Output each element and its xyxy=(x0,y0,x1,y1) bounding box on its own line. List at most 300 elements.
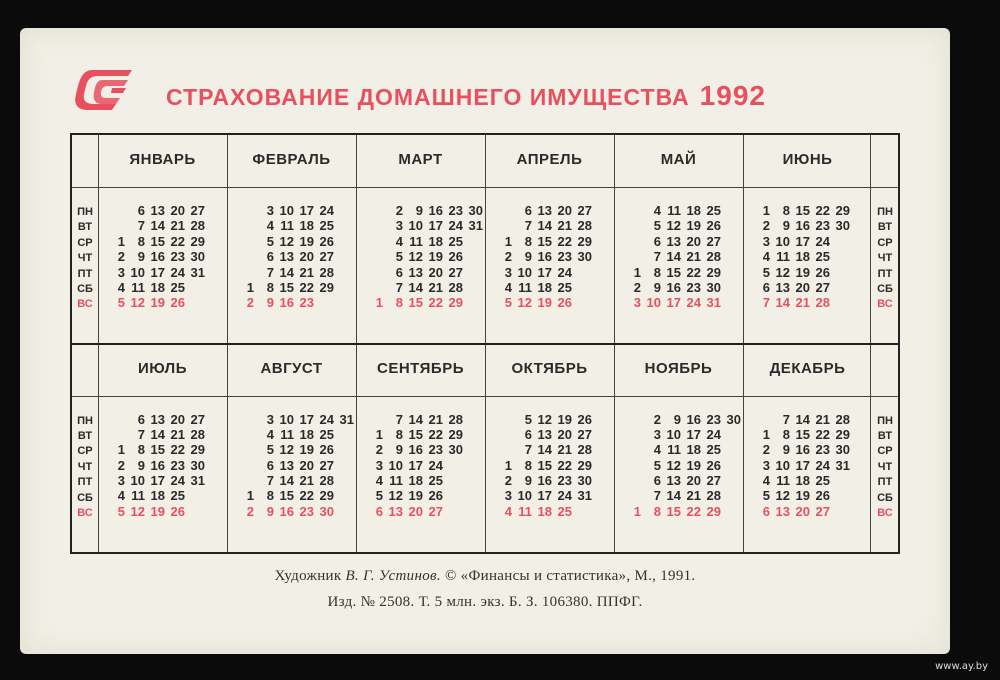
calendar-day: 11 xyxy=(518,503,532,519)
calendar-day: 10 xyxy=(775,233,790,249)
month-name: МАРТ xyxy=(398,151,443,168)
calendar-day: 5 xyxy=(762,264,770,280)
calendar-day: 5 xyxy=(653,457,661,473)
calendar-day: 26 xyxy=(815,264,830,280)
calendar-day: 23 xyxy=(299,295,314,311)
calendar-day: 1 xyxy=(117,442,125,458)
calendar-day: 12 xyxy=(666,218,681,234)
calendar-day: 20 xyxy=(686,473,701,489)
calendar-day: 2 xyxy=(633,279,641,295)
calendar-day: 5 xyxy=(762,488,770,504)
calendar-day: 3 xyxy=(117,473,125,489)
calendar-day: 18 xyxy=(537,503,552,519)
calendar-day: 6 xyxy=(653,233,661,249)
calendar-day: 6 xyxy=(762,503,770,519)
weekday-label: ПТ xyxy=(877,476,893,489)
calendar-day: 29 xyxy=(319,279,334,295)
calendar-day: 22 xyxy=(815,426,830,442)
calendar-day: 16 xyxy=(428,203,443,218)
calendar-day: 1 xyxy=(762,426,770,442)
calendar-day: 16 xyxy=(795,442,810,458)
weekday-label: СР xyxy=(77,236,93,249)
calendar-day: 4 xyxy=(653,203,661,218)
calendar-day: 21 xyxy=(557,218,572,234)
calendar-day: 3 xyxy=(395,218,403,234)
calendar-day: 14 xyxy=(537,442,552,458)
weekday-label: ПТ xyxy=(77,476,93,489)
calendar-day: 23 xyxy=(557,473,572,489)
calendar-day: 3 xyxy=(117,264,125,280)
calendar-day: 3 xyxy=(762,457,770,473)
calendar-day: 23 xyxy=(299,503,314,519)
weekday-label: ВС xyxy=(877,298,893,311)
calendar-day: 19 xyxy=(557,411,572,427)
month-name: ФЕВРАЛЬ xyxy=(252,151,331,168)
calendar-day: 28 xyxy=(815,295,830,311)
calendar-day: 25 xyxy=(319,218,334,234)
calendar-day: 6 xyxy=(395,264,403,280)
calendar-day: 12 xyxy=(130,295,145,311)
calendar-day: 22 xyxy=(299,488,314,504)
calendar-day: 20 xyxy=(795,503,810,519)
calendar-day: 1 xyxy=(375,426,383,442)
month-name: ОКТЯБРЬ xyxy=(511,359,588,377)
calendar-day: 8 xyxy=(137,233,145,249)
calendar-day: 20 xyxy=(299,249,314,265)
calendar-day: 7 xyxy=(137,218,145,234)
weekday-label: СР xyxy=(77,445,93,458)
calendar-day: 2 xyxy=(246,503,254,519)
calendar-day: 29 xyxy=(190,442,205,458)
calendar-day: 14 xyxy=(150,426,165,442)
print-info: Изд. № 2508. Т. 5 млн. экз. Б. З. 106380. ППФГ. xyxy=(327,594,643,610)
calendar-day: 14 xyxy=(537,218,552,234)
calendar-day: 20 xyxy=(299,457,314,473)
calendar-day: 19 xyxy=(537,295,552,311)
calendar-day: 21 xyxy=(299,473,314,489)
calendar-day: 9 xyxy=(782,442,790,458)
calendar-day: 31 xyxy=(706,295,721,311)
calendar-day: 13 xyxy=(537,426,552,442)
weekday-label: ВТ xyxy=(877,221,893,234)
calendar-day: 23 xyxy=(170,457,185,473)
calendar-day: 28 xyxy=(319,264,334,280)
calendar-day: 5 xyxy=(504,295,512,311)
calendar-day: 2 xyxy=(504,473,512,489)
calendar-day: 29 xyxy=(835,426,850,442)
calendar-day: 2 xyxy=(375,442,383,458)
weekday-label: ПН xyxy=(77,206,93,218)
calendar-day: 15 xyxy=(537,457,552,473)
calendar-day: 13 xyxy=(279,249,294,265)
calendar-day: 16 xyxy=(537,249,552,265)
calendar-day: 29 xyxy=(577,233,592,249)
calendar-day: 18 xyxy=(537,279,552,295)
calendar-day: 11 xyxy=(667,203,681,218)
calendar-day: 22 xyxy=(428,426,443,442)
calendar-day: 30 xyxy=(726,411,741,427)
calendar-day: 4 xyxy=(762,473,770,489)
weekday-label: СБ xyxy=(77,283,93,296)
calendar-day: 13 xyxy=(666,473,681,489)
calendar-day: 8 xyxy=(395,426,403,442)
calendar-day: 27 xyxy=(815,279,830,295)
calendar-day: 4 xyxy=(653,442,661,458)
calendar-day: 26 xyxy=(428,488,443,504)
calendar-day: 25 xyxy=(448,233,463,249)
calendar-day: 5 xyxy=(375,488,383,504)
calendar-day: 18 xyxy=(408,473,423,489)
calendar-day: 10 xyxy=(517,488,532,504)
calendar-day: 19 xyxy=(150,295,165,311)
calendar-day: 11 xyxy=(776,473,790,489)
calendar-day: 8 xyxy=(524,457,532,473)
calendar-day: 6 xyxy=(266,457,274,473)
calendar-day: 16 xyxy=(537,473,552,489)
calendar-day: 17 xyxy=(666,295,681,311)
weekday-label: ПН xyxy=(77,414,93,427)
calendar-day: 6 xyxy=(137,203,145,218)
calendar-day: 3 xyxy=(375,457,383,473)
calendar-day: 11 xyxy=(280,218,294,234)
weekday-labels-right-bottom xyxy=(872,414,898,522)
calendar-day: 9 xyxy=(524,473,532,489)
weekday-label: ЧТ xyxy=(77,252,93,265)
calendar-day: 17 xyxy=(408,457,423,473)
calendar-day: 26 xyxy=(557,295,572,311)
calendar-day: 26 xyxy=(319,442,334,458)
calendar-day: 12 xyxy=(517,295,532,311)
calendar-day: 9 xyxy=(673,411,681,427)
calendar-day: 5 xyxy=(395,249,403,265)
calendar-day: 12 xyxy=(408,249,423,265)
calendar-day: 27 xyxy=(190,203,205,218)
calendar-day: 10 xyxy=(130,264,145,280)
weekday-label: СБ xyxy=(877,491,893,504)
calendar-day: 26 xyxy=(170,503,185,519)
calendar-day: 17 xyxy=(299,411,314,427)
calendar-day: 1 xyxy=(633,264,641,280)
calendar-day: 24 xyxy=(319,203,334,218)
calendar-day: 20 xyxy=(170,203,185,218)
calendar-day: 2 xyxy=(762,442,770,458)
calendar-day: 6 xyxy=(524,203,532,218)
calendar-day: 31 xyxy=(835,457,850,473)
month-name: ИЮЛЬ xyxy=(138,359,187,377)
month-name: МАЙ xyxy=(660,151,697,168)
calendar-day: 28 xyxy=(706,249,721,265)
calendar-day: 16 xyxy=(279,295,294,311)
calendar-day: 20 xyxy=(557,426,572,442)
calendar-day: 28 xyxy=(577,442,592,458)
calendar-day: 15 xyxy=(408,295,423,311)
calendar-day: 28 xyxy=(706,488,721,504)
title-year: 1992 xyxy=(699,80,766,111)
calendar-day: 25 xyxy=(557,503,572,519)
calendar-day: 1 xyxy=(117,233,125,249)
calendar-day: 13 xyxy=(150,411,165,427)
calendar-day: 8 xyxy=(266,488,274,504)
calendar-day: 9 xyxy=(137,249,145,265)
calendar-day: 30 xyxy=(577,473,592,489)
calendar-day: 16 xyxy=(666,279,681,295)
calendar-day: 1 xyxy=(246,279,254,295)
calendar-day: 2 xyxy=(762,218,770,234)
calendar-day: 6 xyxy=(653,473,661,489)
calendar-day: 27 xyxy=(319,249,334,265)
calendar-day: 10 xyxy=(279,203,294,218)
calendar-day: 24 xyxy=(170,473,185,489)
weekday-label: СБ xyxy=(877,283,893,296)
calendar-day: 6 xyxy=(375,503,383,519)
calendar-day: 26 xyxy=(448,249,463,265)
calendar-day: 24 xyxy=(319,411,334,427)
calendar-day: 11 xyxy=(518,279,532,295)
calendar-day: 23 xyxy=(428,442,443,458)
calendar-day: 3 xyxy=(266,203,274,218)
calendar-day: 24 xyxy=(170,264,185,280)
calendar-day: 12 xyxy=(279,442,294,458)
calendar-day: 9 xyxy=(782,218,790,234)
calendar-day: 9 xyxy=(395,442,403,458)
watermark: www.ay.by xyxy=(935,661,988,672)
calendar-day: 19 xyxy=(299,233,314,249)
calendar-day: 17 xyxy=(150,473,165,489)
calendar-day: 7 xyxy=(653,249,661,265)
calendar-day: 3 xyxy=(266,411,274,427)
calendar-day: 20 xyxy=(408,503,423,519)
calendar-day: 14 xyxy=(408,279,423,295)
calendar-day: 25 xyxy=(815,473,830,489)
calendar-day: 25 xyxy=(706,203,721,218)
artist-name: В. Г. Устинов. xyxy=(345,568,441,584)
calendar-day: 14 xyxy=(666,488,681,504)
calendar-day: 19 xyxy=(150,503,165,519)
publisher-info: © «Финансы и статистика», М., 1991. xyxy=(444,568,696,584)
calendar-day: 24 xyxy=(815,457,830,473)
calendar-day: 5 xyxy=(266,233,274,249)
calendar-day: 24 xyxy=(428,457,443,473)
calendar-day: 22 xyxy=(815,203,830,218)
calendar-day: 17 xyxy=(150,264,165,280)
month-name: СЕНТЯБРЬ xyxy=(377,359,464,377)
weekday-label: ВС xyxy=(77,298,93,311)
calendar-day: 1 xyxy=(633,503,641,519)
calendar-day: 9 xyxy=(266,295,274,311)
calendar-day: 7 xyxy=(524,218,532,234)
calendar-day: 13 xyxy=(666,233,681,249)
calendar-day: 19 xyxy=(408,488,423,504)
calendar-day: 13 xyxy=(537,203,552,218)
calendar-day: 14 xyxy=(279,473,294,489)
weekday-labels-left-top xyxy=(72,205,98,313)
calendar-day: 18 xyxy=(150,279,165,295)
calendar-day: 30 xyxy=(190,249,205,265)
calendar-day: 23 xyxy=(170,249,185,265)
calendar-day: 4 xyxy=(504,279,512,295)
calendar-day: 27 xyxy=(815,503,830,519)
calendar-day: 25 xyxy=(170,488,185,504)
calendar-day: 7 xyxy=(266,473,274,489)
calendar-day: 21 xyxy=(299,264,314,280)
page-title xyxy=(166,80,766,112)
calendar-day: 22 xyxy=(686,503,701,519)
calendar-day: 27 xyxy=(577,426,592,442)
calendar-day: 26 xyxy=(319,233,334,249)
calendar-day: 13 xyxy=(775,503,790,519)
calendar-day: 27 xyxy=(319,457,334,473)
calendar-day: 18 xyxy=(150,488,165,504)
calendar-grid xyxy=(70,133,900,554)
calendar-day: 9 xyxy=(415,203,423,218)
calendar-day: 8 xyxy=(782,203,790,218)
calendar-day: 12 xyxy=(537,411,552,427)
calendar-day: 7 xyxy=(524,442,532,458)
calendar-day: 28 xyxy=(319,473,334,489)
calendar-day: 21 xyxy=(170,218,185,234)
calendar-day: 7 xyxy=(782,411,790,427)
calendar-day: 15 xyxy=(666,264,681,280)
calendar-day: 31 xyxy=(577,488,592,504)
calendar-day: 6 xyxy=(266,249,274,265)
calendar-day: 9 xyxy=(653,279,661,295)
calendar-day: 30 xyxy=(706,279,721,295)
calendar-day: 22 xyxy=(299,279,314,295)
calendar-day: 25 xyxy=(706,442,721,458)
weekday-labels-left-bottom xyxy=(72,414,98,522)
calendar-day: 23 xyxy=(686,279,701,295)
calendar-day: 29 xyxy=(706,503,721,519)
calendar-day: 17 xyxy=(686,426,701,442)
calendar-day: 29 xyxy=(706,264,721,280)
month-name: АПРЕЛЬ xyxy=(516,151,583,168)
calendar-day: 27 xyxy=(448,264,463,280)
calendar-day: 14 xyxy=(279,264,294,280)
calendar-day: 3 xyxy=(633,295,641,311)
calendar-day: 8 xyxy=(653,503,661,519)
calendar-day: 22 xyxy=(557,233,572,249)
calendar-day: 30 xyxy=(319,503,334,519)
credit-prefix: Художник xyxy=(274,568,342,584)
weekday-label: СР xyxy=(877,236,893,249)
calendar-day: 16 xyxy=(150,457,165,473)
calendar-day: 2 xyxy=(653,411,661,427)
calendar-day: 21 xyxy=(428,279,443,295)
calendar-day: 28 xyxy=(448,279,463,295)
calendar-day: 13 xyxy=(408,264,423,280)
calendar-day: 12 xyxy=(666,457,681,473)
calendar-day: 14 xyxy=(666,249,681,265)
calendar-day: 6 xyxy=(524,426,532,442)
calendar-day: 30 xyxy=(835,218,850,234)
calendar-day: 19 xyxy=(299,442,314,458)
calendar-day: 11 xyxy=(131,279,145,295)
calendar-day: 13 xyxy=(279,457,294,473)
calendar-day: 7 xyxy=(762,295,770,311)
calendar-day: 27 xyxy=(428,503,443,519)
calendar-day: 5 xyxy=(266,442,274,458)
calendar-day: 14 xyxy=(408,411,423,427)
calendar-day: 15 xyxy=(279,279,294,295)
calendar-day: 27 xyxy=(190,411,205,427)
calendar-day: 6 xyxy=(137,411,145,427)
calendar-day: 3 xyxy=(762,233,770,249)
calendar-day: 2 xyxy=(117,249,125,265)
calendar-day: 16 xyxy=(795,218,810,234)
calendar-day: 10 xyxy=(775,457,790,473)
calendar-day: 4 xyxy=(117,488,125,504)
artist-credit xyxy=(20,568,950,585)
calendar-day: 19 xyxy=(795,488,810,504)
calendar-day: 7 xyxy=(266,264,274,280)
calendar-day: 11 xyxy=(280,426,294,442)
insurance-logo-icon xyxy=(72,66,134,112)
month-name: НОЯБРЬ xyxy=(644,359,713,377)
calendar-day: 23 xyxy=(815,218,830,234)
calendar-day: 30 xyxy=(448,442,463,458)
weekday-label: ЧТ xyxy=(877,460,893,473)
calendar-day: 13 xyxy=(775,279,790,295)
calendar-day: 20 xyxy=(795,279,810,295)
calendar-day: 2 xyxy=(504,249,512,265)
calendar-day: 17 xyxy=(537,264,552,280)
calendar-day: 17 xyxy=(795,457,810,473)
calendar-day: 4 xyxy=(266,218,274,234)
calendar-day: 9 xyxy=(266,503,274,519)
calendar-day: 1 xyxy=(246,488,254,504)
calendar-day: 10 xyxy=(279,411,294,427)
calendar-day: 15 xyxy=(150,442,165,458)
calendar-day: 10 xyxy=(666,426,681,442)
calendar-day: 26 xyxy=(706,218,721,234)
calendar-day: 5 xyxy=(117,503,125,519)
calendar-day: 18 xyxy=(299,426,314,442)
calendar-day: 26 xyxy=(706,457,721,473)
calendar-day: 23 xyxy=(706,411,721,427)
calendar-day: 20 xyxy=(557,203,572,218)
calendar-day: 7 xyxy=(395,411,403,427)
calendar-day: 18 xyxy=(795,473,810,489)
calendar-day: 19 xyxy=(795,264,810,280)
calendar-day: 29 xyxy=(577,457,592,473)
calendar-day: 7 xyxy=(653,488,661,504)
calendar-day: 10 xyxy=(388,457,403,473)
calendar-day: 17 xyxy=(795,233,810,249)
calendar-day: 24 xyxy=(557,264,572,280)
calendar-day: 24 xyxy=(706,426,721,442)
calendar-day: 7 xyxy=(395,279,403,295)
weekday-labels-right-top xyxy=(872,205,898,313)
calendar-day: 28 xyxy=(190,218,205,234)
calendar-day: 15 xyxy=(150,233,165,249)
calendar-day: 15 xyxy=(537,233,552,249)
calendar-day: 13 xyxy=(150,203,165,218)
calendar-day: 12 xyxy=(388,488,403,504)
calendar-day: 21 xyxy=(170,426,185,442)
calendar-day: 20 xyxy=(686,233,701,249)
calendar-day: 5 xyxy=(117,295,125,311)
calendar-day: 6 xyxy=(762,279,770,295)
weekday-label: ВТ xyxy=(77,221,93,234)
calendar-day: 25 xyxy=(428,473,443,489)
calendar-day: 22 xyxy=(686,264,701,280)
calendar-day: 4 xyxy=(117,279,125,295)
calendar-day: 15 xyxy=(795,426,810,442)
calendar-day: 31 xyxy=(190,264,205,280)
calendar-day: 9 xyxy=(137,457,145,473)
calendar-day: 17 xyxy=(428,218,443,234)
calendar-day: 4 xyxy=(375,473,383,489)
